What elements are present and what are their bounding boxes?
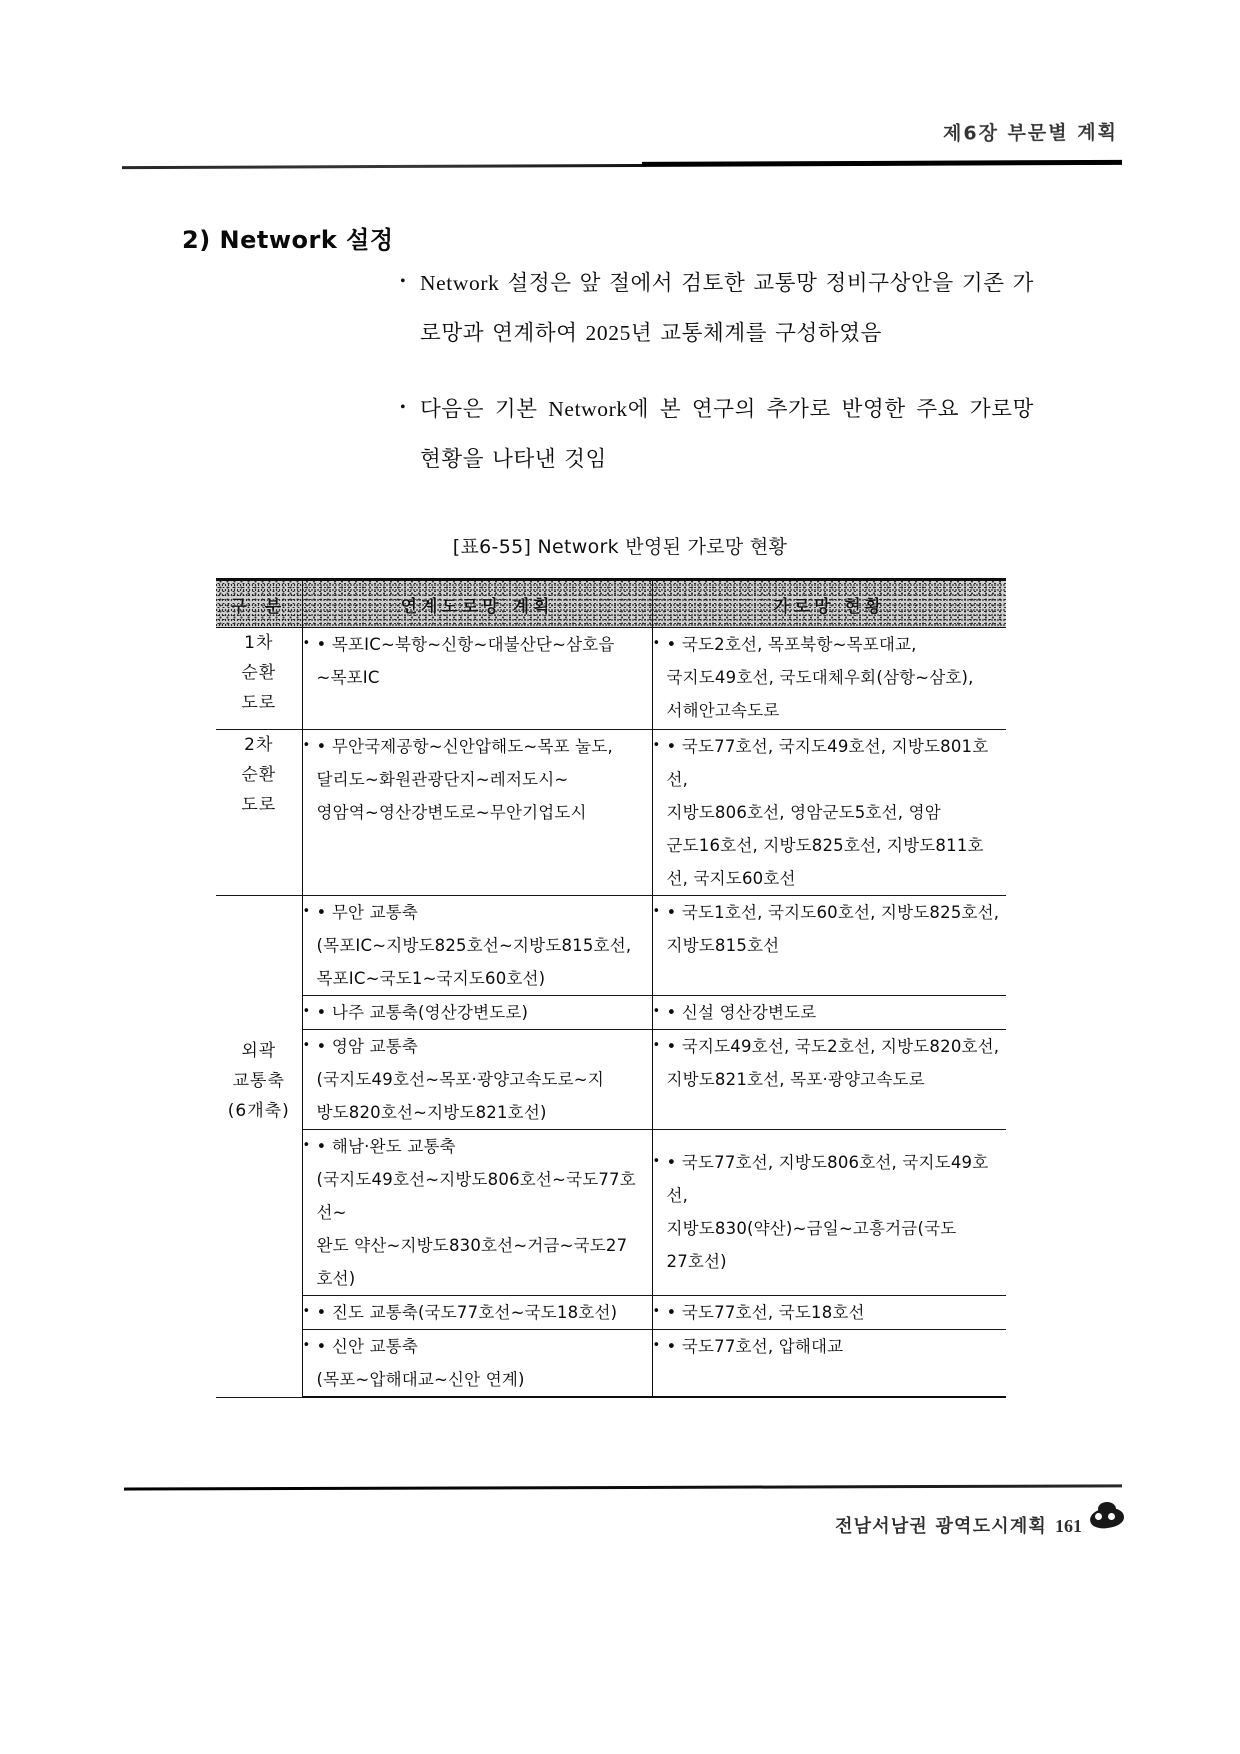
status-line: 지방도830(약산)~금일~고흥거금(국도 bbox=[666, 1219, 957, 1238]
status-line: 서해안고속도로 bbox=[666, 701, 780, 720]
plan-line: (목포~압해대교~신안 연계) bbox=[316, 1370, 525, 1389]
plan-line: • • 영암 교통축 bbox=[303, 1030, 652, 1063]
table-row bbox=[216, 1030, 1006, 1130]
table-caption: [표6-55] Network 반영된 가로망 현황 bbox=[452, 536, 788, 558]
plan-line: • • 목포IC~북항~신항~대불산단~삼호읍 bbox=[303, 628, 652, 661]
row-plan-cell bbox=[302, 1030, 652, 1130]
row-category-line: 순환 bbox=[241, 765, 277, 785]
plan-line: (국지도49호선~목포·광양고속도로~지 bbox=[316, 1070, 604, 1089]
row-category-line: 2차 bbox=[244, 735, 274, 755]
row-status-cell bbox=[652, 996, 1006, 1030]
row-category-line: 외곽 bbox=[241, 1041, 277, 1061]
table-row bbox=[216, 1330, 1006, 1398]
column-header-category: 구 분 bbox=[216, 580, 302, 628]
column-header-status: 가로망 현황 bbox=[652, 580, 1006, 628]
page-title: 2) Network 설정 bbox=[182, 226, 394, 254]
status-line: • • 국도1호선, 국지도60호선, 지방도825호선, bbox=[653, 896, 1007, 929]
status-line: • • 국도77호선, 지방도806호선, 국지도49호선, bbox=[653, 1146, 1007, 1212]
plan-line: • • 해남·완도 교통축 bbox=[303, 1130, 652, 1163]
plan-line: • • 신안 교통축 bbox=[303, 1330, 652, 1363]
bullet-item: • 다음은 기본 Network에 본 연구의 추가로 반영한 주요 가로망 현황을 나타낸 것임 bbox=[398, 384, 1034, 484]
plan-line: • • 나주 교통축(영산강변도로) bbox=[303, 996, 652, 1029]
network-road-table-wrapper bbox=[216, 578, 1006, 1398]
row-status-cell bbox=[652, 1296, 1006, 1330]
row-status-cell bbox=[652, 1330, 1006, 1398]
plan-line: 영암역~영산강변도로~무안기업도시 bbox=[316, 803, 587, 822]
status-line: • • 국도2호선, 목포북항~목포대교, bbox=[653, 628, 1007, 661]
page-number: 161 bbox=[1055, 1516, 1082, 1536]
row-category-line: (6개축) bbox=[227, 1101, 290, 1121]
status-line: 군도16호선, 지방도825호선, 지방도811호 bbox=[666, 836, 984, 855]
row-category-line: 순환 bbox=[241, 663, 277, 683]
table-row bbox=[216, 996, 1006, 1030]
status-line: • • 국지도49호선, 국도2호선, 지방도820호선, bbox=[653, 1030, 1007, 1063]
plan-line: (국지도49호선~지방도806호선~국도77호선~ bbox=[316, 1170, 636, 1222]
status-line: • • 국도77호선, 국지도49호선, 지방도801호선, bbox=[653, 730, 1007, 796]
header-divider-rule bbox=[122, 162, 1122, 169]
row-plan-cell bbox=[302, 628, 652, 730]
row-status-cell bbox=[652, 896, 1006, 996]
table-header-row bbox=[216, 580, 1006, 628]
bullet-list bbox=[398, 258, 1034, 510]
row-category-cell bbox=[216, 730, 302, 896]
plan-line: ~목포IC bbox=[316, 668, 380, 687]
table-row bbox=[216, 896, 1006, 996]
plan-line: 호선) bbox=[316, 1269, 356, 1288]
network-road-table bbox=[216, 578, 1006, 1398]
row-plan-cell bbox=[302, 896, 652, 996]
running-header bbox=[0, 118, 1240, 178]
row-plan-cell bbox=[302, 730, 652, 896]
row-category-line: 도로 bbox=[241, 693, 277, 713]
status-line: 선, 국지도60호선 bbox=[666, 869, 796, 888]
status-line: • • 국도77호선, 압해대교 bbox=[653, 1330, 1007, 1363]
table-body bbox=[216, 628, 1006, 1398]
row-plan-cell bbox=[302, 996, 652, 1030]
table-row bbox=[216, 1130, 1006, 1296]
plan-line: 목포IC~국도1~국지도60호선) bbox=[316, 969, 546, 988]
plan-line: (목포IC~지방도825호선~지방도815호선, bbox=[316, 936, 632, 955]
row-status-cell bbox=[652, 1030, 1006, 1130]
row-category-cell bbox=[216, 896, 302, 1398]
footer-document-title: 전남서남권 광역도시계획 bbox=[835, 1516, 1047, 1537]
row-plan-cell bbox=[302, 1130, 652, 1296]
row-status-cell bbox=[652, 628, 1006, 730]
running-header-title: 제6장 부문별 계획 bbox=[943, 121, 1119, 145]
plan-line: • • 무안국제공항~신안압해도~목포 눌도, bbox=[303, 730, 652, 763]
row-status-cell bbox=[652, 730, 1006, 896]
plan-line: 달리도~화원관광단지~레저도시~ bbox=[316, 770, 569, 789]
status-line: 27호선) bbox=[666, 1252, 727, 1271]
row-category-cell bbox=[216, 628, 302, 730]
row-plan-cell bbox=[302, 1296, 652, 1330]
row-status-cell bbox=[652, 1130, 1006, 1296]
status-line: 지방도806호선, 영암군도5호선, 영암 bbox=[666, 803, 941, 822]
table-row bbox=[216, 1296, 1006, 1330]
status-line: 지방도821호선, 목포·광양고속도로 bbox=[666, 1070, 925, 1089]
plan-line: 방도820호선~지방도821호선) bbox=[316, 1103, 547, 1122]
row-category-line: 교통축 bbox=[232, 1071, 285, 1091]
status-line: 지방도815호선 bbox=[666, 936, 780, 955]
footer-divider-rule bbox=[124, 1484, 1122, 1490]
footer-title bbox=[835, 1512, 1082, 1538]
bullet-item: • Network 설정은 앞 절에서 검토한 교통망 정비구상안을 기존 가로망과 연계하여 2025년 교통체계를 구성하였음 bbox=[398, 258, 1034, 358]
table-row bbox=[216, 628, 1006, 730]
status-line: 국지도49호선, 국도대체우회(삼항~삼호), bbox=[666, 668, 974, 687]
row-category-line: 1차 bbox=[244, 633, 274, 653]
plan-line: • • 진도 교통축(국도77호선~국도18호선) bbox=[303, 1296, 652, 1329]
plan-line: • • 무안 교통축 bbox=[303, 896, 652, 929]
plan-line: 완도 약산~지방도830호선~거금~국도27 bbox=[316, 1236, 628, 1255]
status-line: • • 국도77호선, 국도18호선 bbox=[653, 1296, 1007, 1329]
status-line: • • 신설 영산강변도로 bbox=[653, 996, 1007, 1029]
publisher-logo-icon bbox=[1086, 1500, 1128, 1536]
table-row bbox=[216, 730, 1006, 896]
row-category-line: 도로 bbox=[241, 795, 277, 815]
row-plan-cell bbox=[302, 1330, 652, 1398]
column-header-plan: 연계도로망 계획 bbox=[302, 580, 652, 628]
